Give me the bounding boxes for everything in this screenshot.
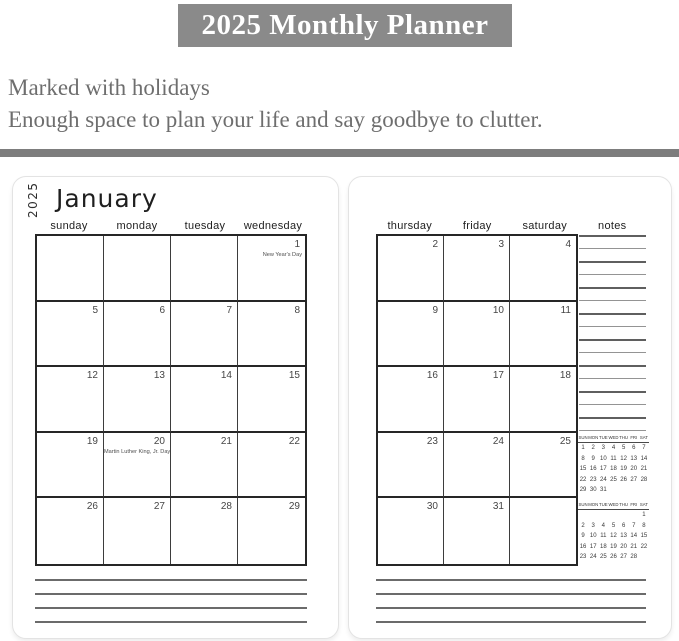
day-cell	[510, 302, 576, 368]
mini-day: 7	[642, 445, 646, 451]
date-number: 7	[226, 304, 232, 316]
notes-rule-line	[579, 404, 646, 405]
date-number: 15	[288, 370, 300, 382]
day-cell	[444, 236, 510, 302]
mini-day: 25	[600, 554, 607, 560]
day-cell	[171, 498, 238, 564]
mini-day: 23	[579, 554, 587, 560]
notes-rule-line	[579, 274, 646, 275]
day-cell	[104, 498, 171, 564]
mini-day: 27	[620, 554, 627, 560]
mini-day: 10	[600, 455, 607, 462]
day-cell	[238, 367, 305, 433]
mini-day: 13	[620, 533, 627, 539]
mini-day	[608, 485, 618, 496]
mini-weekday: THU	[619, 435, 629, 440]
day-cell	[510, 236, 576, 302]
right-calendar-grid	[376, 234, 578, 566]
day-cell	[444, 498, 510, 564]
day-cell	[37, 433, 104, 499]
date-number: 10	[492, 304, 504, 316]
writing-rule-line	[35, 607, 307, 609]
planner-right-page	[348, 176, 672, 639]
mini-day: 23	[589, 476, 597, 483]
day-header: wednesday	[243, 220, 303, 232]
notes-rule-line	[579, 261, 646, 263]
mini-day	[639, 485, 649, 496]
day-cell	[510, 498, 576, 564]
day-cell	[171, 433, 238, 499]
date-number: 24	[492, 435, 504, 447]
mini-weekday: WED	[608, 435, 619, 440]
mini-day: 14	[630, 533, 638, 539]
mini-weekday: WED	[608, 502, 619, 507]
right-day-header-row	[376, 219, 646, 233]
mini-day: 1	[642, 512, 646, 518]
notes-rule-line	[579, 326, 646, 327]
mini-weekday: TUE	[599, 435, 608, 440]
mini-day: 16	[579, 543, 587, 550]
mini-weekday: SUN	[578, 502, 588, 507]
mini-weekday: THU	[619, 502, 629, 507]
date-number: 12	[86, 370, 98, 382]
date-number: 2	[432, 239, 438, 250]
mini-cal-days	[578, 510, 649, 563]
notes-column-lines	[579, 235, 646, 443]
day-cell	[37, 302, 104, 368]
mini-day: 19	[620, 466, 627, 472]
mini-day: 9	[591, 455, 595, 462]
day-cell	[104, 236, 171, 302]
day-cell	[171, 302, 238, 368]
mini-day	[598, 510, 608, 521]
tagline-line2: Enough space to plan your life and say goodbye to clutter.	[8, 107, 543, 132]
mini-weekday: MON	[588, 502, 599, 507]
mini-day: 30	[589, 487, 597, 493]
planner-left-page	[12, 176, 339, 639]
date-number: 27	[153, 501, 165, 513]
date-number: 13	[153, 370, 165, 382]
notes-rule-line	[579, 365, 646, 367]
holiday-label: Martin Luther King, Jr. Day	[104, 448, 171, 455]
mini-day: 5	[611, 522, 616, 529]
mini-day: 28	[630, 554, 638, 560]
date-number: 31	[492, 501, 504, 513]
divider-bar	[0, 149, 679, 157]
date-number: 16	[426, 370, 438, 382]
mini-cal-weekday-row	[578, 435, 649, 443]
day-cell	[444, 302, 510, 368]
notes-rule-line	[579, 417, 646, 419]
notes-rule-line	[579, 352, 646, 353]
mini-day: 17	[589, 543, 597, 550]
mini-day: 12	[610, 533, 617, 539]
mini-day: 18	[600, 543, 607, 550]
mini-day: 1	[581, 445, 585, 451]
mini-day	[629, 510, 639, 521]
mini-day: 8	[581, 455, 585, 462]
mini-day	[578, 510, 588, 521]
tagline-line1: Marked with holidays	[8, 75, 210, 100]
left-writing-lines	[35, 579, 307, 635]
day-cell	[104, 367, 171, 433]
mini-day: 18	[610, 466, 617, 472]
notes-rule-line	[579, 430, 646, 431]
day-cell	[171, 367, 238, 433]
date-number: 8	[294, 304, 300, 316]
mini-day: 16	[589, 466, 597, 472]
date-number: 14	[220, 370, 232, 382]
month-title: January	[56, 184, 158, 213]
day-cell	[378, 498, 444, 564]
day-header: friday	[462, 220, 492, 232]
mini-day: 24	[589, 554, 597, 560]
mini-day: 6	[632, 445, 636, 451]
day-cell	[510, 367, 576, 433]
mini-day: 4	[611, 445, 616, 451]
mini-day: 3	[591, 522, 595, 529]
mini-day: 28	[640, 476, 648, 483]
mini-calendar-prev-month	[578, 435, 649, 496]
date-number: 21	[220, 435, 232, 447]
mini-day: 26	[610, 554, 617, 560]
mini-day: 4	[601, 522, 606, 529]
mini-day	[639, 552, 649, 563]
notes-rule-line	[579, 287, 646, 289]
date-number: 4	[565, 239, 571, 250]
date-number: 25	[559, 435, 571, 447]
day-cell	[37, 367, 104, 433]
day-cell	[104, 302, 171, 368]
writing-rule-line	[376, 593, 646, 595]
mini-weekday: TUE	[599, 502, 608, 507]
notes-rule-line	[579, 313, 646, 315]
mini-day: 9	[581, 533, 585, 539]
mini-day: 20	[620, 543, 627, 550]
mini-day: 22	[579, 476, 587, 483]
notes-rule-line	[579, 339, 646, 341]
date-number: 17	[492, 370, 504, 382]
notes-rule-line	[579, 391, 646, 393]
date-number: 28	[220, 501, 232, 513]
mini-day: 2	[591, 445, 595, 451]
mini-day: 24	[600, 476, 607, 483]
mini-day: 2	[581, 522, 585, 529]
notes-rule-line	[579, 300, 646, 301]
notes-rule-line	[579, 378, 646, 379]
day-cell	[510, 433, 576, 499]
notes-rule-line	[579, 248, 646, 249]
day-cell	[238, 302, 305, 368]
date-number: 22	[288, 435, 300, 447]
mini-day: 12	[620, 455, 627, 462]
writing-rule-line	[35, 621, 307, 623]
mini-day: 22	[640, 543, 648, 550]
mini-calendar-next-month	[578, 502, 649, 563]
mini-day: 6	[621, 522, 626, 529]
mini-day: 21	[640, 466, 648, 472]
notes-header: notes	[598, 220, 627, 232]
date-number: 29	[288, 501, 300, 513]
day-cell	[238, 498, 305, 564]
day-cell	[37, 498, 104, 564]
mini-day: 27	[630, 476, 638, 483]
mini-weekday: MON	[588, 435, 599, 440]
day-cell	[238, 433, 305, 499]
mini-day: 11	[610, 455, 617, 462]
writing-rule-line	[376, 621, 646, 623]
year-label: 2025	[26, 181, 40, 218]
date-number: 20	[153, 435, 165, 447]
mini-day: 19	[610, 543, 617, 550]
right-writing-lines	[376, 579, 646, 635]
date-number: 18	[559, 370, 571, 382]
left-day-header-row	[35, 219, 307, 233]
writing-rule-line	[376, 607, 646, 609]
day-cell	[37, 236, 104, 302]
left-calendar-grid	[35, 234, 307, 566]
mini-day: 26	[620, 476, 627, 483]
day-cell	[444, 367, 510, 433]
mini-day: 21	[630, 543, 638, 550]
mini-day	[619, 485, 629, 496]
mini-day: 31	[600, 487, 607, 493]
mini-weekday: SAT	[639, 502, 648, 507]
notes-rule-line	[579, 235, 646, 237]
mini-day: 15	[640, 533, 648, 539]
day-cell	[378, 236, 444, 302]
mini-weekday: FRI	[630, 502, 638, 507]
day-header: thursday	[387, 220, 433, 232]
mini-cal-days	[578, 443, 649, 496]
day-cell	[378, 367, 444, 433]
mini-day	[608, 510, 618, 521]
mini-day: 29	[579, 487, 587, 493]
day-cell	[444, 433, 510, 499]
mini-day: 20	[630, 466, 638, 472]
mini-cal-weekday-row	[578, 502, 649, 510]
mini-day: 11	[600, 533, 607, 539]
mini-day: 17	[600, 466, 607, 472]
date-number: 5	[92, 304, 98, 316]
mini-weekday: SAT	[639, 435, 648, 440]
writing-rule-line	[35, 579, 307, 581]
mini-day: 5	[621, 445, 626, 451]
mini-weekday: FRI	[630, 435, 638, 440]
writing-rule-line	[376, 579, 646, 581]
day-header: saturday	[522, 220, 568, 232]
date-number: 6	[159, 304, 165, 316]
day-header: sunday	[50, 220, 88, 232]
banner-title: 2025 Monthly Planner	[201, 9, 489, 41]
date-number: 9	[432, 304, 438, 316]
mini-day	[588, 510, 598, 521]
writing-rule-line	[35, 593, 307, 595]
date-number: 23	[426, 435, 438, 447]
mini-day: 15	[579, 466, 587, 472]
day-cell	[104, 433, 171, 499]
mini-day: 25	[610, 476, 617, 483]
mini-day: 13	[630, 455, 638, 462]
date-number: 26	[86, 501, 98, 513]
tagline	[8, 72, 543, 136]
mini-day: 8	[642, 522, 646, 529]
mini-day: 14	[640, 455, 648, 462]
day-cell	[238, 236, 305, 302]
date-number: 3	[498, 239, 504, 250]
date-number: 11	[560, 304, 571, 316]
mini-day: 7	[632, 522, 636, 529]
mini-day: 3	[601, 445, 606, 451]
title-banner	[178, 4, 512, 47]
day-header: tuesday	[184, 220, 226, 232]
mini-day	[629, 485, 639, 496]
date-number: 30	[426, 501, 438, 513]
mini-day	[619, 510, 629, 521]
date-number: 19	[86, 435, 98, 447]
holiday-label: New Year's Day	[262, 252, 302, 258]
day-cell	[378, 302, 444, 368]
day-cell	[171, 236, 238, 302]
date-number: 1	[294, 239, 300, 250]
day-header: monday	[116, 220, 158, 232]
mini-weekday: SUN	[578, 435, 588, 440]
day-cell	[378, 433, 444, 499]
mini-day: 10	[589, 533, 597, 539]
